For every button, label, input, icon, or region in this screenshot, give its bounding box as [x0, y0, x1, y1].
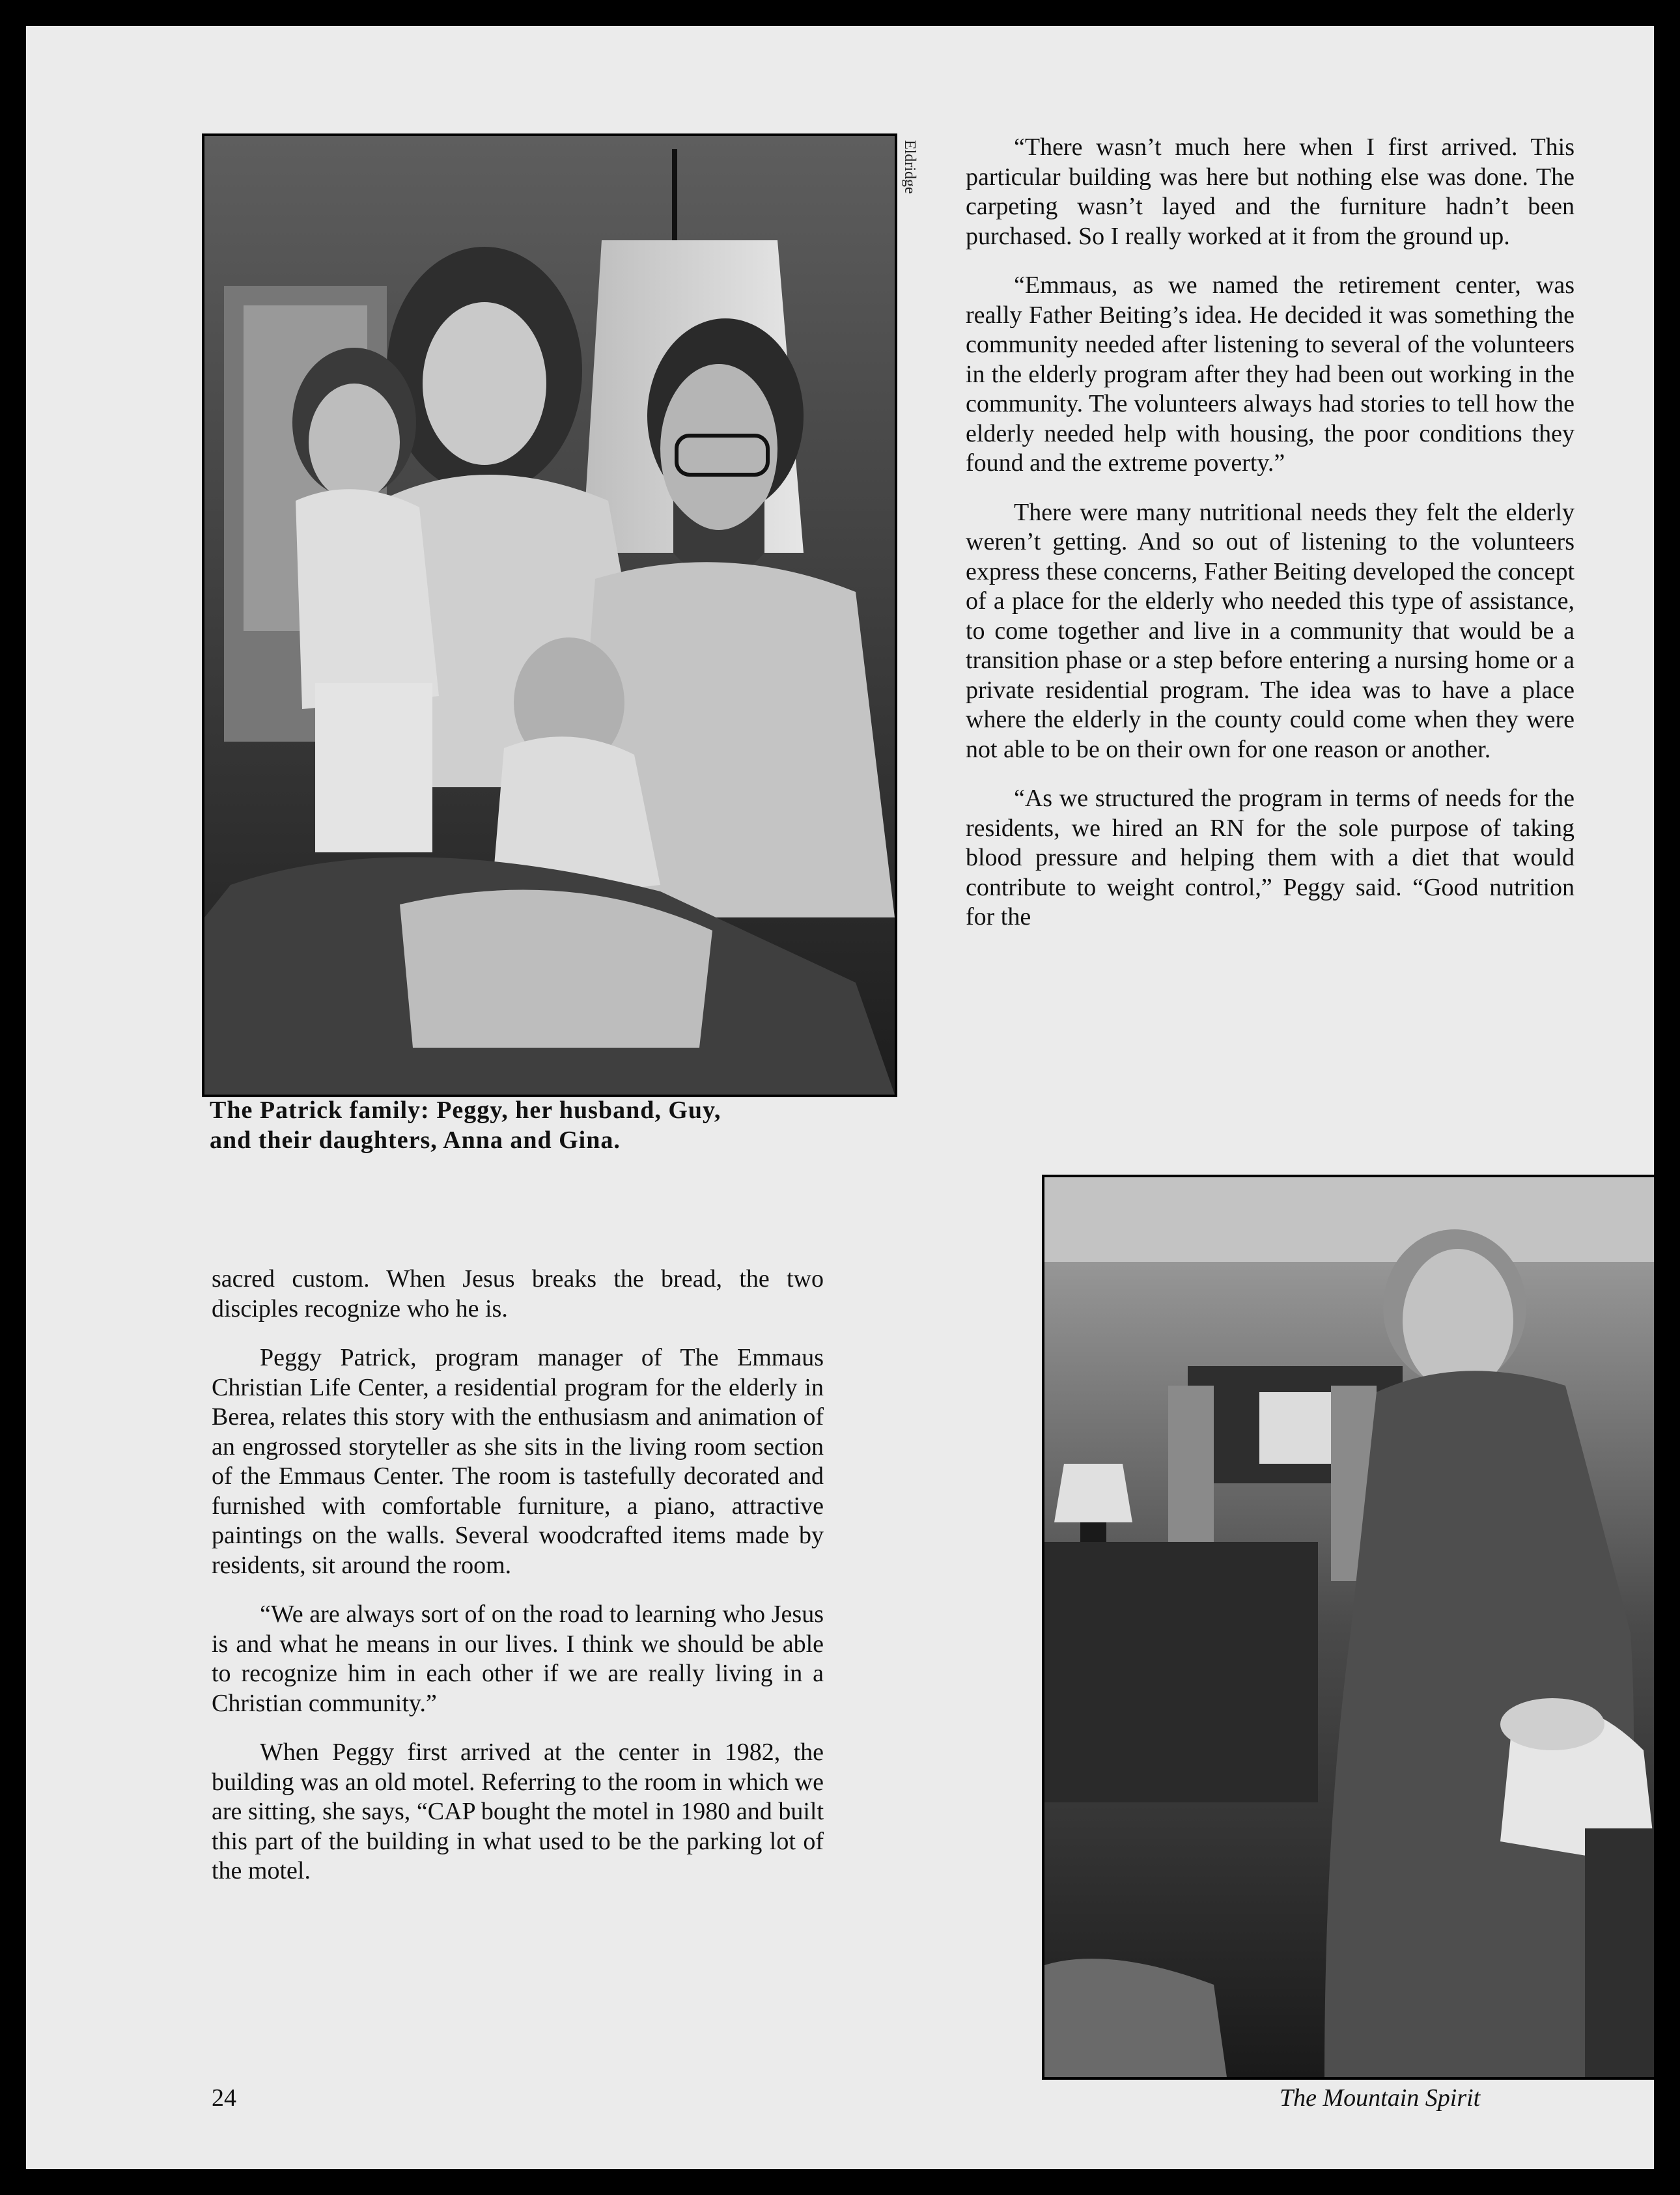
right-paragraph-4: “As we structured the program in terms of needs for the residents, we hired an RN for the sole purpose of taking blood pressure and helping them with a diet that would contribute to weight control,” Peggy said. “Good nutrition for the — [966, 785, 1575, 930]
family-photo — [202, 133, 897, 1097]
left-paragraph-3: “We are always sort of on the road to learning who Jesus is and what he means in our lives. I think we should be able to recognize him in each other if we are really living in a Christian community.” — [212, 1601, 824, 1717]
right-paragraph-3: There were many nutritional needs they felt the elderly weren’t getting. And so out of listening to the volunteers express these concerns, Father Beiting developed the concept of a place for the elderly who needed this type of assistance, to come together and live in a community that would be a transition phase or a step before entering a nursing home or a private residential program. The idea was to have a place where the elderly in the county could come when they were not able to be on their own for one reason or another. — [966, 498, 1575, 763]
page-number: 24 — [212, 2084, 236, 2112]
resident-photo-image — [1044, 1177, 1654, 2077]
left-paragraph-4: When Peggy first arrived at the center in 1982, the building was an old motel. Referring to the room in which we are sitting, she says, “CAP bought the motel in 1980 and built this part of the building in what used to be the parking lot of the motel. — [212, 1739, 824, 1884]
right-column-text — [966, 133, 1575, 952]
left-paragraph-1: sacred custom. When Jesus breaks the bread, the two disciples recognize who he is. — [212, 1265, 824, 1322]
family-photo-image — [204, 136, 895, 1095]
caption-line-1: The Patrick family: Peggy, her husband, Guy, — [210, 1097, 721, 1124]
caption-line-2: and their daughters, Anna and Gina. — [210, 1126, 621, 1154]
right-paragraph-1: “There wasn’t much here when I first arrived. This particular building was here but nothing else was done. The carpeting wasn’t layed and the furniture hadn’t been purchased. So I really worked at it from the ground up. — [966, 133, 1575, 250]
left-paragraph-2: Peggy Patrick, program manager of The Emmaus Christian Life Center, a residential program for the elderly in Berea, relates this story with the enthusiasm and animation of an engrossed storyteller as she sits in the living room section of the Emmaus Center. The room is tastefully decorated and furnished with comfortable furniture, a piano, attractive paintings on the walls. Several woodcrafted items made by residents, sit around the room. — [212, 1344, 824, 1579]
family-photo-caption — [210, 1095, 900, 1155]
left-column-text — [212, 1265, 824, 1906]
magazine-page — [26, 26, 1654, 2169]
right-paragraph-2: “Emmaus, as we named the retirement center, was really Father Beiting’s idea. He decided it was something the community needed after listening to several of the volunteers in the elderly program after they had been out working in the community. The volunteers always had stories to tell how the elderly needed help with housing, the poor conditions they found and the extreme poverty.” — [966, 272, 1575, 477]
resident-photo — [1042, 1175, 1654, 2080]
publication-name: The Mountain Spirit — [1280, 2084, 1481, 2112]
photo-credit: Eldridge — [901, 140, 918, 194]
